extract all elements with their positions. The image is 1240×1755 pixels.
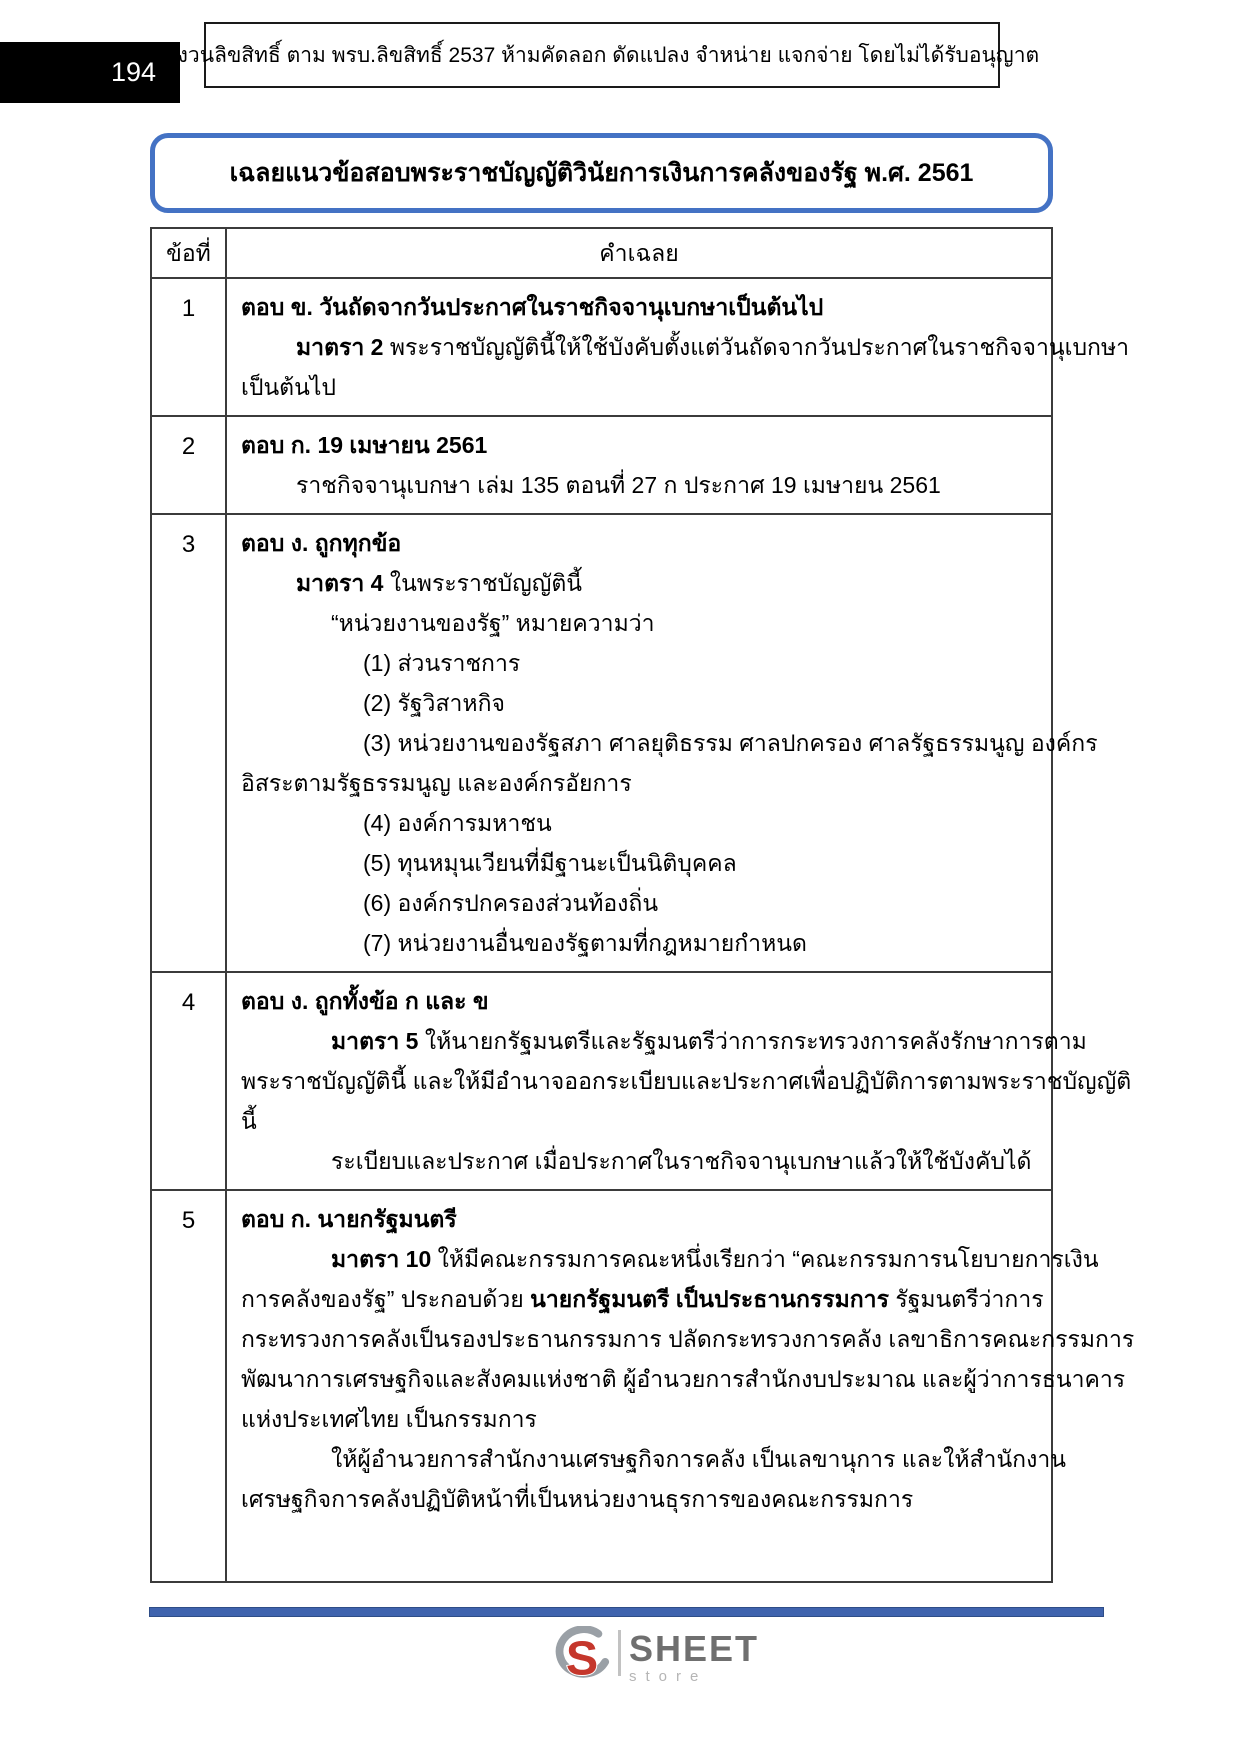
table-row [151,416,1052,514]
page-number: 194 [110,57,156,87]
answer-line: (5) ทุนหมุนเวียนที่มีฐานะเป็นนิติบุคคล [363,850,737,876]
question-number-cell: 1 [151,278,226,416]
question-number-cell: 5 [151,1190,226,1582]
question-number-cell: 4 [151,972,226,1190]
answer-line: มาตรา 4 ในพระราชบัญญัตินี้ [296,570,583,596]
logo-brand-text: SHEET [629,1628,760,1669]
answer-line: (7) หน่วยงานอื่นของรัฐตามที่กฎหมายกำหนด [363,930,807,956]
answer-line: ระเบียบและประกาศ เมื่อประกาศในราชกิจจานุเบกษาแล้วให้ใช้บังคับได้ [331,1148,1032,1174]
logo-divider [618,1630,621,1676]
answer-line: มาตรา 2 พระราชบัญญัตินี้ให้ใช้บังคับตั้งแต่วันถัดจากวันประกาศในราชกิจจานุเบกษา [296,334,1130,360]
answer-line: (4) องค์การมหาชน [363,810,552,836]
answer-line: มาตรา 5 ให้นายกรัฐมนตรีและรัฐมนตรีว่าการกระทรวงการคลังรักษาการตาม [331,1028,1087,1054]
answer-line: พระราชบัญญัตินี้ และให้มีอำนาจออกระเบียบและประกาศเพื่อปฏิบัติการตามพระราชบัญญัติ [241,1068,1132,1094]
answer-line: กระทรวงการคลังเป็นรองประธานกรรมการ ปลัดกระทรวงการคลัง เลขาธิการคณะกรรมการ [241,1326,1135,1352]
page-number-box [0,42,180,103]
table-row [151,278,1052,416]
answer-line: (6) องค์กรปกครองส่วนท้องถิ่น [363,890,659,916]
answer-line: ตอบ ก. 19 เมษายน 2561 [241,432,488,458]
question-number-cell: 3 [151,514,226,972]
answer-line: ตอบ ก. นายกรัฐมนตรี [241,1206,457,1232]
copyright-text: สงวนลิขสิทธิ์ ตาม พรบ.ลิขสิทธิ์ 2537 ห้ามคัดลอก ดัดแปลง จำหน่าย แจกจ่าย โดยไม่ได้รับอนุญาต [164,43,1040,67]
table-row [151,514,1052,972]
answer-cell [226,972,1132,1190]
logo-wordmark [629,1628,760,1685]
answer-line: ราชกิจจานุเบกษา เล่ม 135 ตอนที่ 27 ก ประกาศ 19 เมษายน 2561 [296,472,941,498]
document-title-box [150,133,1053,213]
table-header-row [151,228,1052,278]
table-row [151,1190,1052,1582]
answer-line: เศรษฐกิจการคลังปฏิบัติหน้าที่เป็นหน่วยงานธุรการของคณะกรรมการ [241,1486,914,1512]
logo-brand-subtext: store [629,1668,708,1685]
question-number-cell: 2 [151,416,226,514]
sheet-store-logo [550,1626,759,1688]
answer-line: แห่งประเทศไทย เป็นกรรมการ [241,1406,537,1432]
answer-cell [226,416,1052,514]
copyright-notice-box [164,22,1040,88]
answer-line: ตอบ ข. วันถัดจากวันประกาศในราชกิจจานุเบกษาเป็นต้นไป [241,294,824,320]
document-title: เฉลยแนวข้อสอบพระราชบัญญัติวินัยการเงินการคลังของรัฐ พ.ศ. 2561 [229,159,974,187]
answer-line: (1) ส่วนราชการ [363,650,521,676]
answer-cell [226,1190,1135,1582]
answer-line: (3) หน่วยงานของรัฐสภา ศาลยุติธรรม ศาลปกครอง ศาลรัฐธรรมนูญ องค์กร [363,730,1098,756]
answer-cell [226,278,1130,416]
answer-line: (2) รัฐวิสาหกิจ [363,690,505,716]
answer-line: ตอบ ง. ถูกทุกข้อ [241,530,402,556]
answer-line: ตอบ ง. ถูกทั้งข้อ ก และ ข [241,988,489,1014]
answer-line: พัฒนาการเศรษฐกิจและสังคมแห่งชาติ ผู้อำนวยการสำนักงบประมาณ และผู้ว่าการธนาคาร [241,1366,1126,1392]
answer-line: ให้ผู้อำนวยการสำนักงานเศรษฐกิจการคลัง เป็นเลขานุการ และให้สำนักงาน [331,1446,1066,1472]
answer-line: การคลังของรัฐ” ประกอบด้วย นายกรัฐมนตรี เป็นประธานกรรมการ รัฐมนตรีว่าการ [241,1286,1044,1312]
answer-line: อิสระตามรัฐธรรมนูญ และองค์กรอัยการ [241,770,632,796]
answer-line: เป็นต้นไป [241,374,337,400]
column-header-answer: คำเฉลย [226,228,1052,278]
answer-line: นี้ [241,1108,257,1134]
footer-divider-bar [149,1607,1104,1617]
answer-cell [226,514,1098,972]
answer-line: “หน่วยงานของรัฐ” หมายความว่า [331,610,655,636]
column-header-question-no: ข้อที่ [151,228,226,278]
svg-text:S: S [565,1631,599,1686]
answer-key-table [150,227,1135,1583]
answer-line: มาตรา 10 ให้มีคณะกรรมการคณะหนึ่งเรียกว่า “คณะกรรมการนโยบายการเงิน [331,1246,1099,1272]
table-row [151,972,1052,1190]
logo-s-icon [550,1626,612,1688]
